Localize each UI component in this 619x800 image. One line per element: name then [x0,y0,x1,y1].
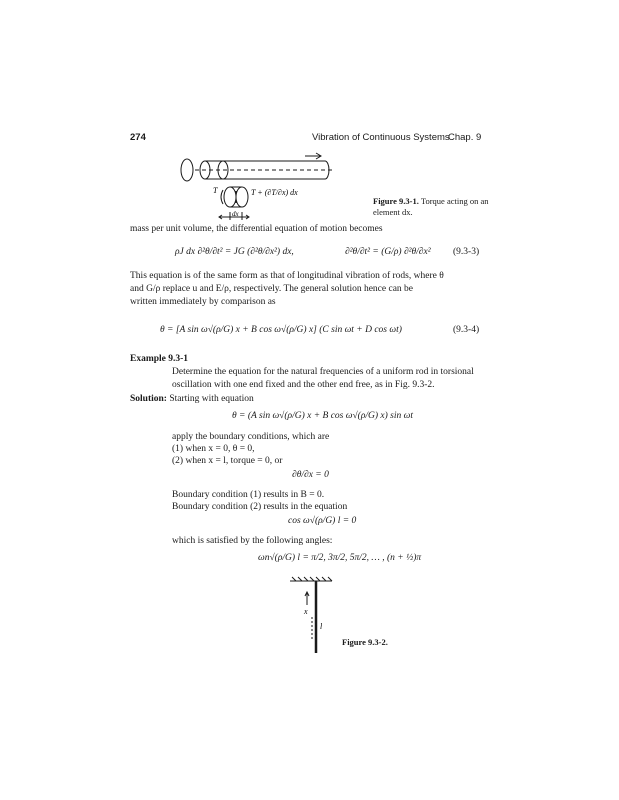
solution-text: Starting with equation [169,394,254,404]
figure-9-3-2-drawing [290,577,350,657]
element-disk-left [224,187,236,207]
equation-cos: cos ω√(ρ/G) l = 0 [288,516,357,526]
running-title: Vibration of Continuous Systems [312,132,450,143]
shaft-end-fixed [181,159,193,181]
equation-9-3-4-number: (9.3-4) [453,325,480,335]
equation-9-3-3-number: (9.3-3) [453,247,480,257]
equation-9-3-4: θ = [A sin ω√(ρ/G) x + B cos ω√(ρ/G) x] (C sin ωt + D cos ωt) [160,325,402,335]
example-title: Example 9.3-1 [130,354,189,364]
fig1-label-torque: T + (∂T/∂x) dx [251,188,298,197]
figure-9-3-1-caption [373,196,489,218]
fig1-label-T: T [213,186,218,195]
example-problem-line2: oscillation with one end fixed and the other end free, as in Fig. 9.3-2. [172,380,435,390]
equation-starting: θ = (A sin ω√(ρ/G) x + B cos ω√(ρ/G) x) sin ωt [232,411,413,421]
equation-angles: ωn√(ρ/G) l = π/2, 3π/2, 5π/2, … , (n + ½)π [258,553,422,563]
fig2-label-x: x [304,607,308,616]
equation-dtheta-dx: ∂θ/∂x = 0 [292,470,329,480]
satisfied-text: which is satisfied by the following angles: [172,536,333,546]
bc-result-1: Boundary condition (1) results in B = 0. [172,490,325,500]
paragraph-comparison-line2: and G/ρ replace u and E/ρ, respectively. The general solution hence can be [130,284,414,294]
solution-label: Solution: [130,394,167,404]
bc-result-2: Boundary condition (2) results in the equation [172,502,348,512]
element-disk-right [236,187,248,207]
equation-9-3-3-right: ∂²θ/∂t² = (G/ρ) ∂²θ/∂x² [345,247,431,257]
chapter-label: Chap. 9 [448,132,482,143]
figure-9-3-2-caption: Figure 9.3-2. [342,637,388,647]
fig1-label-dx: dx [232,210,239,218]
page-number: 274 [130,132,146,143]
equation-9-3-3-left: ρJ dx ∂²θ/∂t² = JG (∂²θ/∂x²) dx, [175,247,294,257]
bc-2: (2) when x = l, torque = 0, or [172,456,283,466]
torque-arrow-top [305,153,321,159]
caption-line2: element dx. [373,207,413,217]
figure-9-3-1-drawing [175,150,355,220]
bc-intro: apply the boundary conditions, which are [172,432,330,442]
paragraph-mass: mass per unit volume, the differential equation of motion becomes [130,224,383,234]
caption-label: Figure 9.3-1. [373,196,419,206]
example-problem-line1: Determine the equation for the natural frequencies of a uniform rod in torsional [172,367,474,377]
fig2-label-l: l [320,622,323,631]
caption-line1: Torque acting on an [420,196,489,206]
paragraph-comparison-line3: written immediately by comparison as [130,297,276,307]
solution-line [130,393,254,405]
bc-1: (1) when x = 0, θ = 0, [172,444,255,454]
paragraph-comparison-line1: This equation is of the same form as that of longitudinal vibration of rods, where θ [130,271,444,281]
